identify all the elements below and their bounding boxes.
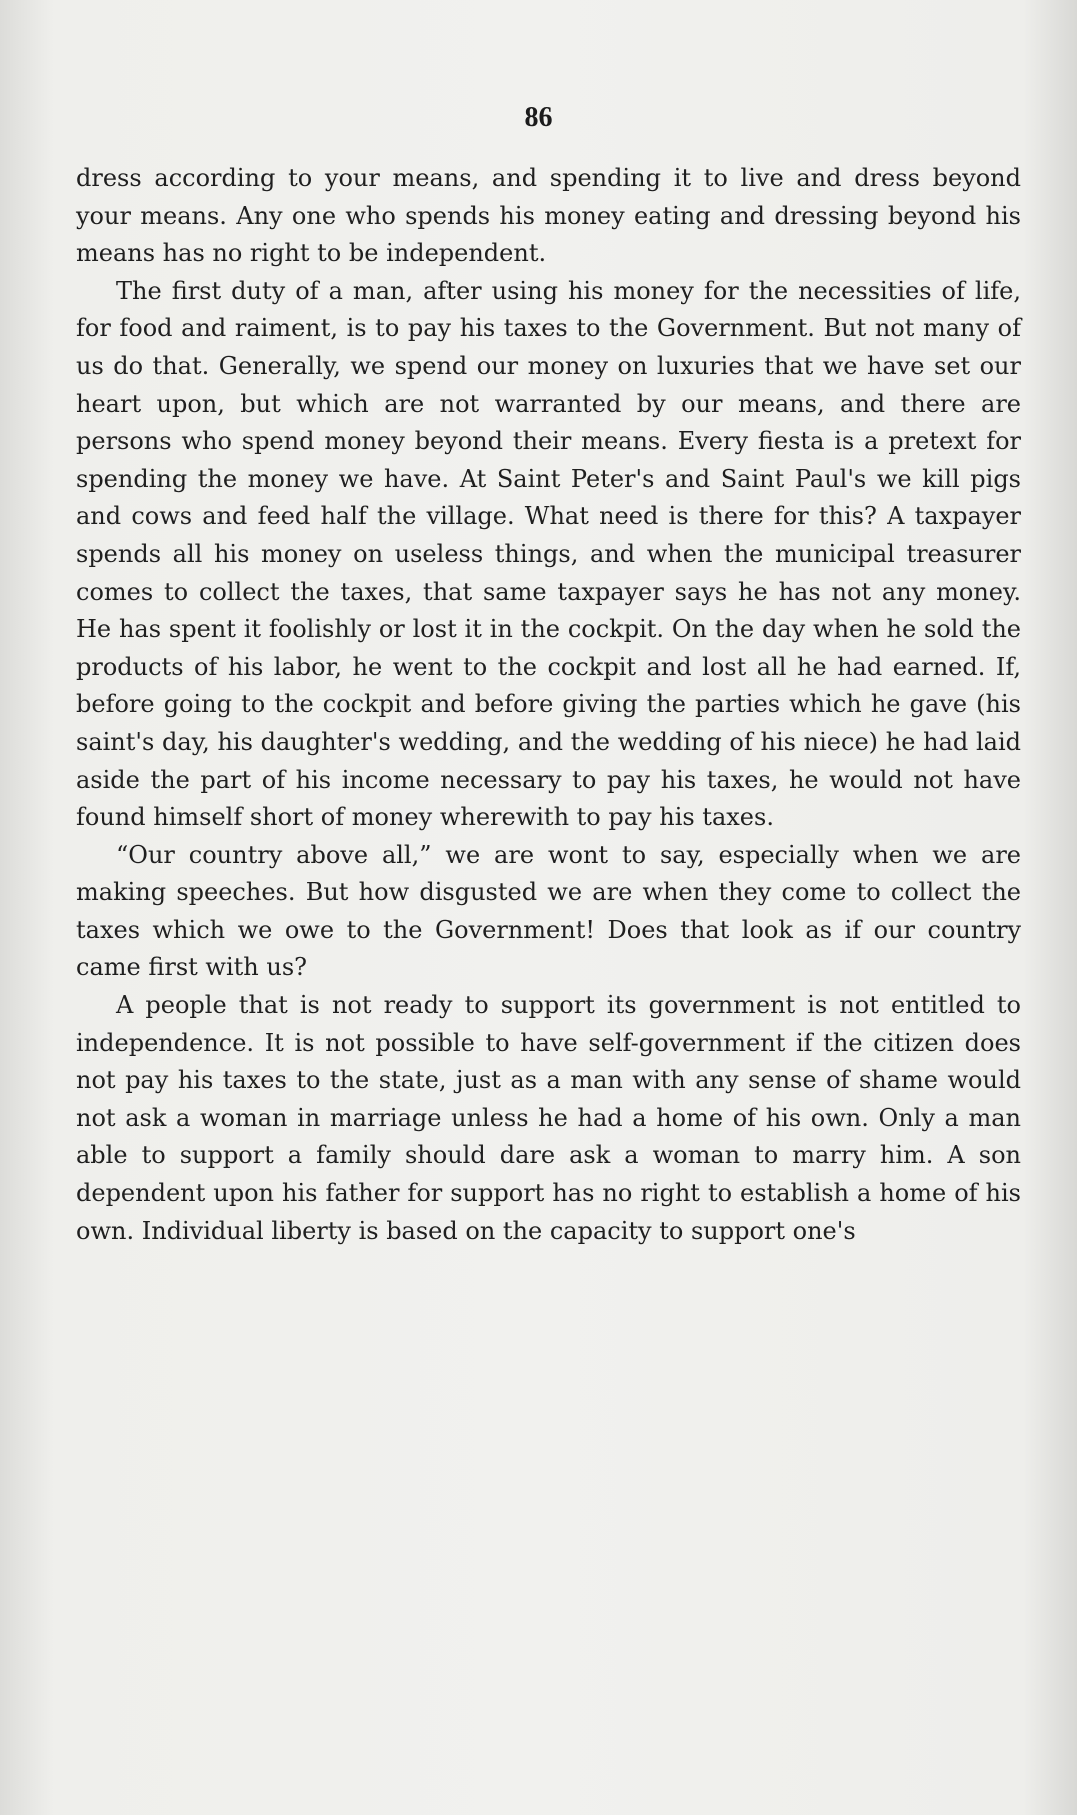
body-text — [76, 160, 1021, 1250]
paragraph-independence: A people that is not ready to support its government is not entitled to independence. It is not possible to have self-government if the citizen does not pay his taxes to the state, just as a man with any sense of shame would not ask a woman in marriage unless he had a home of his own. Only a man able to support a family should dare ask a woman to marry him. A son dependent upon his father for support has no right to establish a home of his own. Individual liberty is based on the capacity to support one's — [76, 991, 1021, 1245]
paragraph-continued: dress according to your means, and spending it to live and dress beyond your means. Any one who spends his money eating and dressing beyond his means has no right to be independent. — [76, 164, 1021, 268]
paragraph-taxes-duty: The first duty of a man, after using his money for the necessities of life, for food and raiment, is to pay his taxes to the Government. But not many of us do that. Generally, we spend our money on luxuries that we have set our heart upon, but which are not warranted by our means, and there are persons who spend money beyond their means. Every fiesta is a pretext for spending the money we have. At Saint Peter's and Saint Paul's we kill pigs and cows and feed half the village. What need is there for this? A taxpayer spends all his money on useless things, and when the municipal treasurer comes to collect the taxes, that same taxpayer says he has not any money. He has spent it foolishly or lost it in the cockpit. On the day when he sold the products of his labor, he went to the cockpit and lost all he had earned. If, before going to the cockpit and before giving the parties which he gave (his saint's day, his daughter's wedding, and the wedding of his niece) he had laid aside the part of his income necessary to pay his taxes, he would not have found himself short of money wherewith to pay his taxes. — [76, 276, 1021, 832]
page-number: 86 — [524, 102, 553, 133]
paragraph-our-country: “Our country above all,” we are wont to say, especially when we are making speeches. But how disgusted we are when they come to collect the taxes which we owe to the Government! Does that look as if our country came first with us? — [76, 840, 1021, 982]
